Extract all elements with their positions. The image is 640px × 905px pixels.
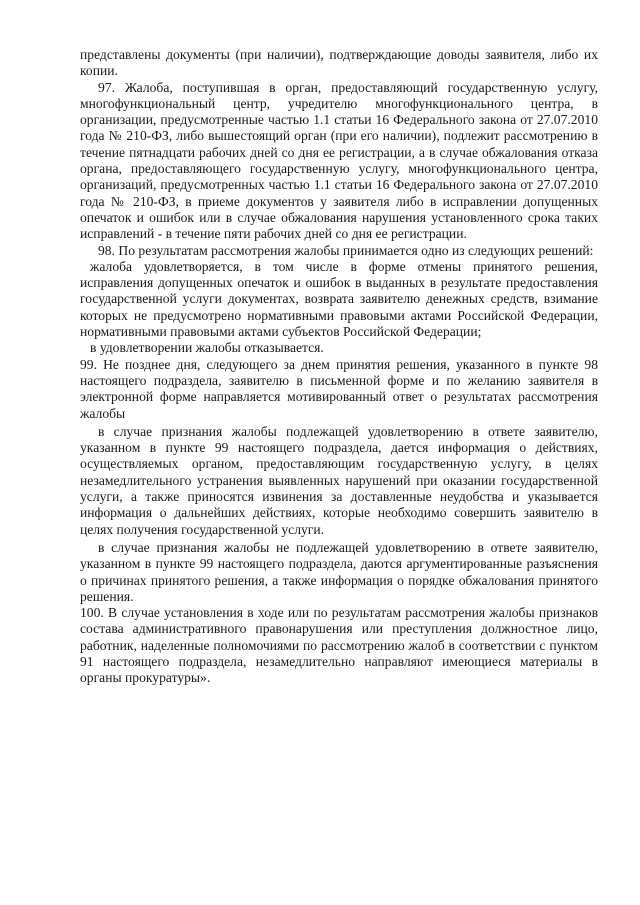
paragraph-98-option-refused: в удовлетворении жалобы отказывается. (90, 340, 324, 356)
paragraph-99-case-satisfied: в случае признания жалобы подлежащей удовлетворению в ответе заявителю, указанном в пункте 99 настоящего подраздела, дается информация о действиях, осуществляемых органом, предоставляющим государственную услугу, в целях незамедлительного устранения выявленных нарушений при оказании государственной услуги, а также приносятся извинения за доставленные неудобства и указывается информация о дальнейших действиях, которые необходимо совершить заявителю в целях получения государственной услуги. (80, 423, 598, 537)
paragraph-97: 97. Жалоба, поступившая в орган, предоставляющий государственную услугу, многофункциональный центр, учредителю многофункционального центра, в организации, предусмотренные частью 1.1 статьи 16 Федерального закона от 27.07.2010 года № 210-ФЗ, либо вышестоящий орган (при его наличии), подлежит рассмотрению в течение пятнадцати рабочих дней со дня ее регистрации, а в случае обжалования отказа органа, предоставляющего государственную услугу, многофункционального центра, организаций, предусмотренных частью 1.1 статьи 16 Федерального закона от 27.07.2010 года № 210-ФЗ, в приеме документов у заявителя либо в исправлении допущенных опечаток и ошибок или в случае обжалования нарушения установленного срока таких исправлений - в течение пяти рабочих дней со дня ее регистрации. (80, 79, 598, 242)
paragraph-98-option-satisfied: жалоба удовлетворяется, в том числе в форме отмены принятого решения, исправления допущенных опечаток и ошибок в выданных в результате предоставления государственной услуги документах, возврата заявителю денежных средств, взимание которых не предусмотрено нормативными правовыми актами Российской Федерации, нормативными правовыми актами субъектов Российской Федерации; (80, 258, 598, 340)
paragraph-99: 99. Не позднее дня, следующего за днем принятия решения, указанного в пункте 98 настоящего подраздела, заявителю в письменной форме и по желанию заявителя в электронной форме направляется мотивированный ответ о результатах рассмотрения жалобы (80, 356, 598, 421)
paragraph-100: 100. В случае установления в ходе или по результатам рассмотрения жалобы признаков состава административного правонарушения или преступления должностное лицо, работник, наделенные полномочиями по рассмотрению жалоб в соответствии с пунктом 91 настоящего подраздела, незамедлительно направляют имеющиеся материалы в органы прокуратуры». (80, 605, 598, 686)
paragraph-99-case-not-satisfied: в случае признания жалобы не подлежащей удовлетворению в ответе заявителю, указанном в пункте 99 настоящего подраздела, даются аргументированные разъяснения о причинах принятого решения, а также информация о порядке обжалования принятого решения. (80, 539, 598, 604)
paragraph-98: 98. По результатам рассмотрения жалобы принимается одно из следующих решений: (98, 242, 594, 258)
paragraph-continuation: представлены документы (при наличии), подтверждающие доводы заявителя, либо их копии. (80, 47, 598, 79)
